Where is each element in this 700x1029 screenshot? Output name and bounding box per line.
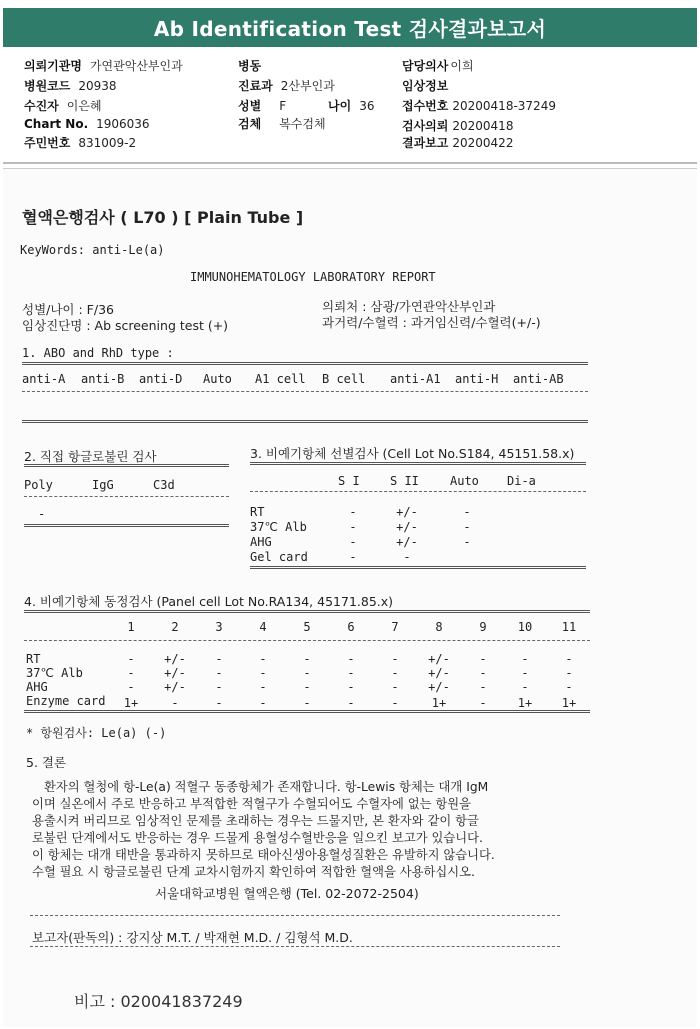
panel-row-label: RT [26,652,41,666]
section3-title: 3. 비예기항체 선별검사 (Cell Lot No.S184, 45151.58.x) [250,446,575,461]
antigen-test: * 항원검사: Le(a) (-) [26,726,167,740]
section2-double-rule [24,464,229,467]
panel-row-label: Enzyme card [26,694,106,708]
panel-cell: - [347,680,355,694]
conclusion-line-6: 수혈 필요 시 항글로불린 단계 교차시험까지 확인하여 적합한 혈액을 사용하십시오. [32,865,475,879]
panel-cell: - [565,680,573,694]
section2-end-rule [24,524,229,527]
header-hospital-code: 병원코드 20938 [24,79,117,93]
header-department: 진료과 2산부인과 [238,79,335,93]
abo-col-anti-d: anti-D [139,372,183,386]
screening-row-label: RT [250,505,265,519]
section4-title: 4. 비예기항체 동정검사 (Panel cell Lot No.RA134, 45171.85.x) [24,594,394,609]
panel-cell: - [479,696,487,710]
dat-col-c3d: C3d [153,478,175,492]
panel-cell: - [391,652,399,666]
panel-cell: - [259,666,267,680]
section2-rule [24,496,229,497]
panel-cell: +/- [164,680,186,694]
conclusion-line-4: 로불린 단계에서도 반응하는 경우 드물게 용혈성수혈반응을 일으킨 보고가 있습니다. [32,831,483,845]
header-divider [3,162,697,164]
test-title: 혈액은행검사 ( L70 ) [ Plain Tube ] [22,208,304,227]
panel-col-header: 10 [517,620,533,634]
sex-age: 성별/나이 : F/36 [22,302,114,317]
requester-info: 의뢰처 : 삼광/가연관악산부인과 [322,299,496,314]
reporters: 보고자(판독의) : 강지상 M.T. / 박재현 M.D. / 김형석 M.D. [32,930,353,945]
panel-cell: - [127,652,135,666]
screening-cell: - [349,535,357,549]
section1-end-rule [22,420,588,423]
screening-cell: +/- [396,520,418,534]
header-physician: 담당의사 이희 [402,59,474,73]
screening-row-label: 37℃ Alb [250,520,307,534]
panel-col-header: 4 [259,620,267,634]
header-requester-org: 의뢰기관명 가연관악산부인과 [24,59,183,73]
conclusion-line-3: 용출시켜 버리므로 임상적인 문제를 초래하는 경우는 드물지만, 본 환자와 같이 항글 [32,814,479,828]
header-test-request-date: 검사의뢰 20200418 [402,119,514,133]
panel-cell: - [303,696,311,710]
header-patient-name: 수진자 이은혜 [24,99,102,113]
keywords: KeyWords: anti-Le(a) [20,243,165,257]
clinical-diagnosis: 임상진단명 : Ab screening test (+) [22,318,229,333]
section3-double-rule [250,462,586,465]
header-specimen: 검체 복수검체 [238,117,326,131]
panel-cell: - [303,666,311,680]
panel-cell: - [565,666,573,680]
header-receipt-no: 접수번호 20200418-37249 [402,99,556,113]
screening-cell: - [349,505,357,519]
section1-title: 1. ABO and RhD type : [22,346,174,360]
conclusion-line-5: 이 항체는 대개 태반을 통과하지 못하므로 태아신생아용혈성질환은 유발하지 않습니다. [32,848,495,862]
section2-title: 2. 직접 항글로불린 검사 [24,449,157,464]
abo-col-auto: Auto [203,372,232,386]
conclusion-line-2: 이며 실온에서 주로 반응하고 부적합한 적혈구가 수혈되어도 수혈자에 없는 항원을 [32,797,472,811]
abo-col-anti-b: anti-B [81,372,125,386]
panel-cell: - [521,680,529,694]
report-title-bar [3,8,697,47]
header-sex: 성별 F [238,99,287,113]
panel-cell: +/- [428,666,450,680]
panel-cell: 1+ [123,696,139,710]
abo-col-anti-a: anti-A [22,372,66,386]
header-ward: 병동 [238,59,262,73]
abo-col-b-cell: B cell [322,372,366,386]
panel-col-header: 5 [303,620,311,634]
panel-cell: - [215,666,223,680]
section1-double-rule [22,362,588,365]
panel-cell: - [521,652,529,666]
header-clinical-info: 임상정보 [402,79,449,93]
panel-cell: - [259,680,267,694]
panel-cell: - [521,666,529,680]
screen-col-auto: Auto [450,474,479,488]
panel-cell: - [215,680,223,694]
header-resident-no: 주민번호 831009-2 [24,136,137,150]
history-info: 과거력/수혈력 : 과거임신력/수혈력(+/-) [322,315,541,330]
abo-col-a1-cell: A1 cell [255,372,306,386]
screening-row-label: Gel card [250,550,308,564]
panel-cell: - [479,666,487,680]
screening-cell: - [463,535,471,549]
section5-title: 5. 결론 [26,755,67,770]
panel-cell: - [347,696,355,710]
reporter-bottom-rule [30,946,560,947]
panel-cell: - [259,696,267,710]
dat-col-igg: IgG [92,478,114,492]
reporter-top-rule [30,915,560,916]
panel-cell: - [127,666,135,680]
panel-col-header: 11 [561,620,577,634]
lab-report-title: IMMUNOHEMATOLOGY LABORATORY REPORT [190,270,436,284]
header-age: 나이 36 [328,99,375,113]
panel-col-header: 2 [171,620,179,634]
screen-col-s2: S II [390,474,419,488]
screening-cell: - [463,520,471,534]
note: 비고 : 020041837249 [74,992,243,1011]
screening-cell: - [349,520,357,534]
abo-col-anti-ab: anti-AB [513,372,564,386]
panel-row-label: 37℃ Alb [26,666,83,680]
panel-cell: - [391,680,399,694]
report-title: Ab Identification Test 검사결과보고서 [153,17,547,41]
panel-cell: - [215,696,223,710]
screening-cell: - [349,550,357,564]
screening-cell: +/- [396,535,418,549]
header-result-report-date: 결과보고 20200422 [402,136,514,150]
screen-col-dia: Di-a [507,474,536,488]
panel-col-header: 6 [347,620,355,634]
panel-cell: - [391,666,399,680]
panel-cell: +/- [428,652,450,666]
abo-col-anti-h: anti-H [455,372,499,386]
panel-col-header: 3 [215,620,223,634]
panel-cell: - [347,652,355,666]
panel-cell: +/- [428,680,450,694]
dat-poly-value: - [38,507,46,521]
panel-cell: - [347,666,355,680]
section4-double-rule [24,610,590,613]
dat-col-poly: Poly [24,478,53,492]
panel-cell: - [565,652,573,666]
screening-row-label: AHG [250,535,272,549]
panel-row-label: AHG [26,680,48,694]
section3-end-rule [250,566,586,569]
panel-cell: - [479,680,487,694]
section1-rule [22,391,588,392]
panel-cell: - [259,652,267,666]
panel-cell: - [391,696,399,710]
panel-cell: - [479,652,487,666]
section4-rule [24,640,590,641]
screen-col-s1: S I [338,474,360,488]
panel-cell: - [171,696,179,710]
panel-cell: +/- [164,666,186,680]
screening-cell: - [403,550,411,564]
panel-cell: 1+ [561,696,577,710]
panel-cell: - [215,652,223,666]
panel-cell: 1+ [431,696,447,710]
abo-col-anti-a1: anti-A1 [390,372,441,386]
section4-end-rule [24,710,590,713]
panel-cell: 1+ [517,696,533,710]
panel-col-header: 7 [391,620,399,634]
section3-rule [250,491,586,492]
panel-col-header: 9 [479,620,487,634]
institution-contact: 서울대학교병원 혈액은행 (Tel. 02-2072-2504) [155,886,419,901]
panel-col-header: 8 [435,620,443,634]
panel-cell: - [303,680,311,694]
panel-cell: - [127,680,135,694]
header-chart-no: Chart No. 1906036 [24,117,150,131]
conclusion-line-1: 환자의 혈청에 항-Le(a) 적혈구 동종항체가 존재합니다. 항-Lewis 항체는 대개 IgM [44,780,489,794]
panel-cell: +/- [164,652,186,666]
panel-cell: - [303,652,311,666]
screening-cell: +/- [396,505,418,519]
panel-col-header: 1 [127,620,135,634]
screening-cell: - [463,505,471,519]
